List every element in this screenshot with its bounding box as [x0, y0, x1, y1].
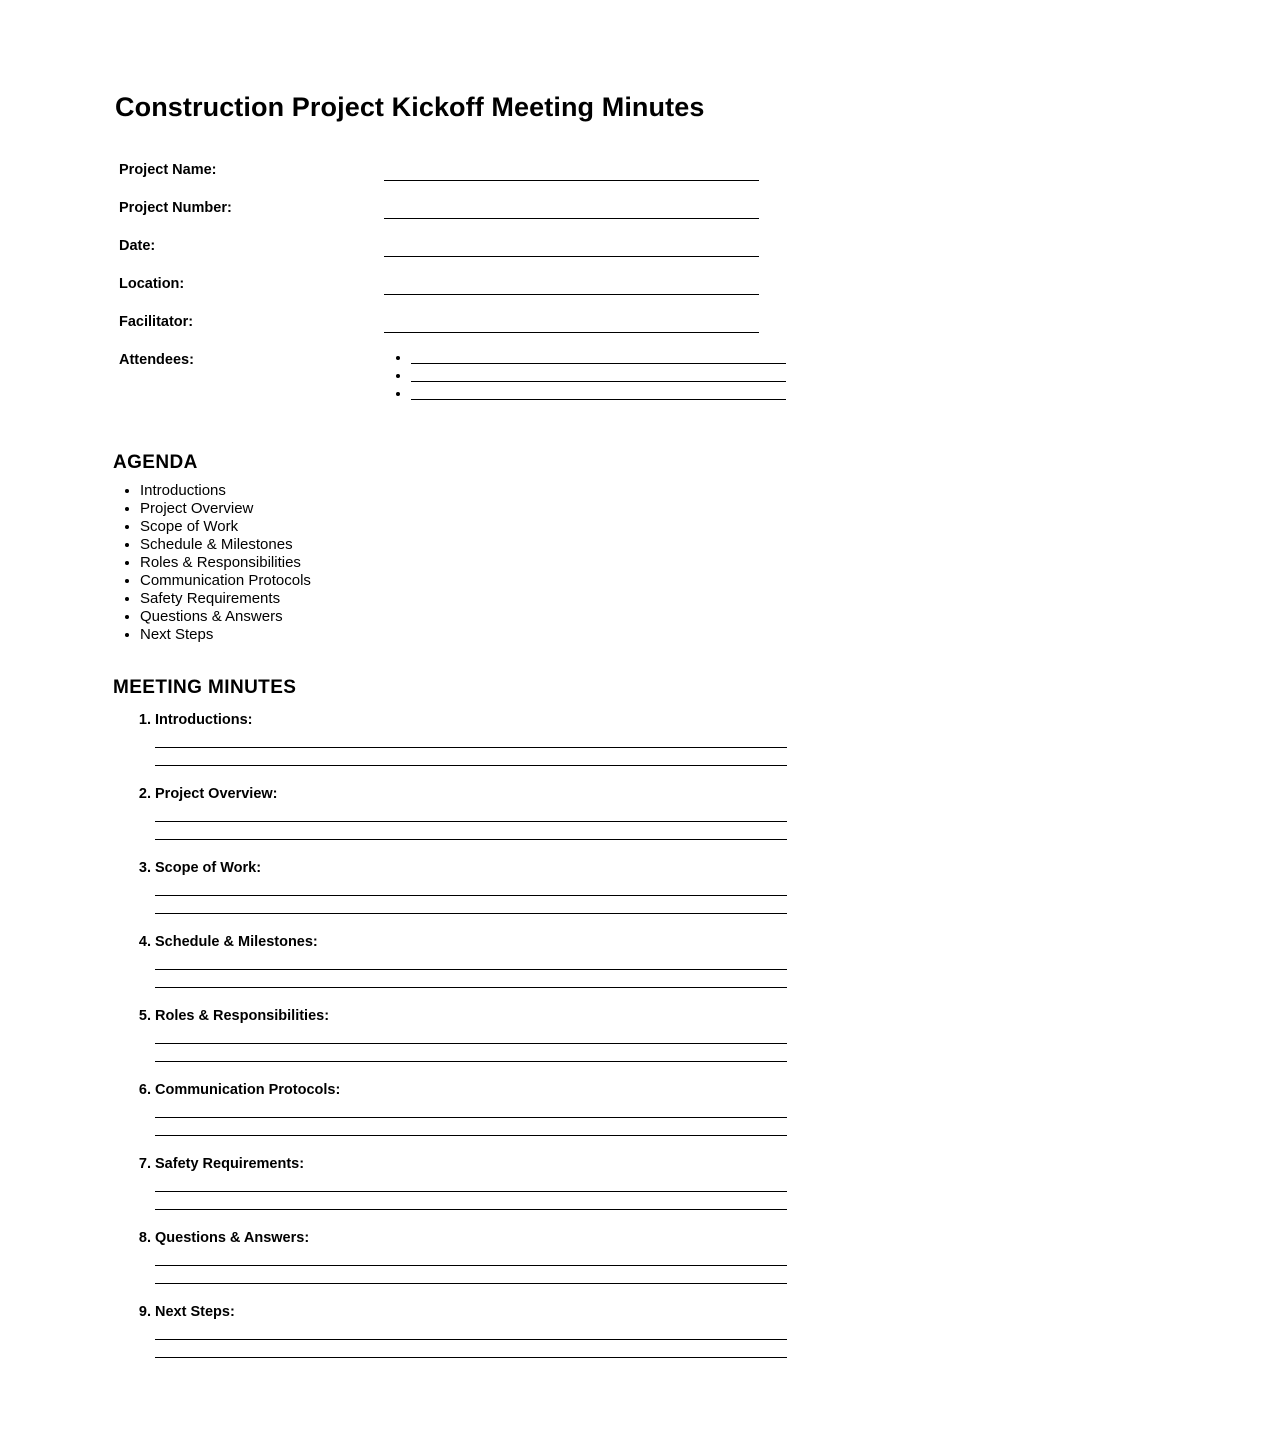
notes-line[interactable] — [155, 822, 787, 840]
field-row-project-name — [119, 160, 819, 198]
notes-line[interactable] — [155, 878, 787, 896]
meeting-minutes-heading: MEETING MINUTES — [113, 677, 297, 698]
list-item — [411, 350, 786, 368]
field-row-project-number — [119, 198, 819, 236]
notes-line[interactable] — [155, 896, 787, 914]
notes-line[interactable] — [155, 952, 787, 970]
notes-line[interactable] — [155, 970, 787, 988]
field-input-project-number[interactable] — [384, 218, 759, 219]
minutes-label-safety-requirements: 7. Safety Requirements: — [155, 1156, 305, 1172]
notes-line[interactable] — [155, 1266, 787, 1284]
attendee-input-2[interactable] — [411, 368, 786, 382]
page-title: Construction Project Kickoff Meeting Minutes — [115, 92, 705, 122]
list-item: • Scope of Work — [140, 518, 311, 536]
agenda-heading: AGENDA — [113, 452, 198, 473]
notes-line[interactable] — [155, 730, 787, 748]
minutes-notes-schedule-milestones — [155, 952, 855, 988]
list-item — [411, 368, 786, 386]
minutes-label-introductions: 1. Introductions: — [155, 712, 253, 728]
list-item — [155, 1008, 855, 1062]
minutes-notes-next-steps — [155, 1322, 855, 1358]
notes-line[interactable] — [155, 1100, 787, 1118]
field-input-facilitator[interactable] — [384, 332, 759, 333]
notes-line[interactable] — [155, 804, 787, 822]
field-input-project-name[interactable] — [384, 180, 759, 181]
minutes-notes-questions-answers — [155, 1248, 855, 1284]
minutes-notes-scope-of-work — [155, 878, 855, 914]
field-label-facilitator: Facilitator: — [119, 314, 194, 330]
field-label-date: Date: — [119, 238, 156, 254]
attendee-input-1[interactable] — [411, 350, 786, 364]
minutes-notes-project-overview — [155, 804, 855, 840]
attendee-input-3[interactable] — [411, 386, 786, 400]
list-item — [411, 386, 786, 404]
list-item: • Next Steps — [140, 626, 311, 644]
list-item: • Schedule & Milestones — [140, 536, 311, 554]
list-item — [155, 712, 855, 766]
minutes-notes-introductions — [155, 730, 855, 766]
field-label-project-name: Project Name: — [119, 162, 217, 178]
meeting-minutes-list — [113, 712, 855, 1378]
list-item: • Safety Requirements — [140, 590, 311, 608]
list-item: • Introductions — [140, 482, 311, 500]
notes-line[interactable] — [155, 1322, 787, 1340]
notes-line[interactable] — [155, 1340, 787, 1358]
minutes-notes-safety-requirements — [155, 1174, 855, 1210]
attendees-list — [389, 350, 786, 404]
minutes-notes-communication-protocols — [155, 1100, 855, 1136]
minutes-label-next-steps: 9. Next Steps: — [155, 1304, 235, 1320]
notes-line[interactable] — [155, 748, 787, 766]
field-row-facilitator — [119, 312, 819, 350]
list-item — [155, 786, 855, 840]
list-item — [155, 934, 855, 988]
notes-line[interactable] — [155, 1174, 787, 1192]
field-input-date[interactable] — [384, 256, 759, 257]
minutes-label-schedule-milestones: 4. Schedule & Milestones: — [155, 934, 318, 950]
header-fields — [119, 160, 819, 410]
list-item: • Communication Protocols — [140, 572, 311, 590]
list-item — [155, 1082, 855, 1136]
field-row-date — [119, 236, 819, 274]
notes-line[interactable] — [155, 1192, 787, 1210]
minutes-label-questions-answers: 8. Questions & Answers: — [155, 1230, 310, 1246]
list-item: • Questions & Answers — [140, 608, 311, 626]
agenda-list — [113, 482, 311, 644]
minutes-label-project-overview: 2. Project Overview: — [155, 786, 278, 802]
list-item — [155, 1156, 855, 1210]
list-item — [155, 860, 855, 914]
list-item — [155, 1230, 855, 1284]
field-label-project-number: Project Number: — [119, 200, 232, 216]
notes-line[interactable] — [155, 1118, 787, 1136]
minutes-label-scope-of-work: 3. Scope of Work: — [155, 860, 262, 876]
minutes-label-communication-protocols: 6. Communication Protocols: — [155, 1082, 341, 1098]
notes-line[interactable] — [155, 1026, 787, 1044]
notes-line[interactable] — [155, 1044, 787, 1062]
field-row-attendees — [119, 350, 819, 410]
list-item: • Project Overview — [140, 500, 311, 518]
minutes-label-roles-responsibilities: 5. Roles & Responsibilities: — [155, 1008, 330, 1024]
notes-line[interactable] — [155, 1248, 787, 1266]
field-row-location — [119, 274, 819, 312]
field-input-location[interactable] — [384, 294, 759, 295]
list-item: • Roles & Responsibilities — [140, 554, 311, 572]
list-item — [155, 1304, 855, 1358]
field-label-location: Location: — [119, 276, 185, 292]
minutes-notes-roles-responsibilities — [155, 1026, 855, 1062]
field-label-attendees: Attendees: — [119, 352, 194, 368]
